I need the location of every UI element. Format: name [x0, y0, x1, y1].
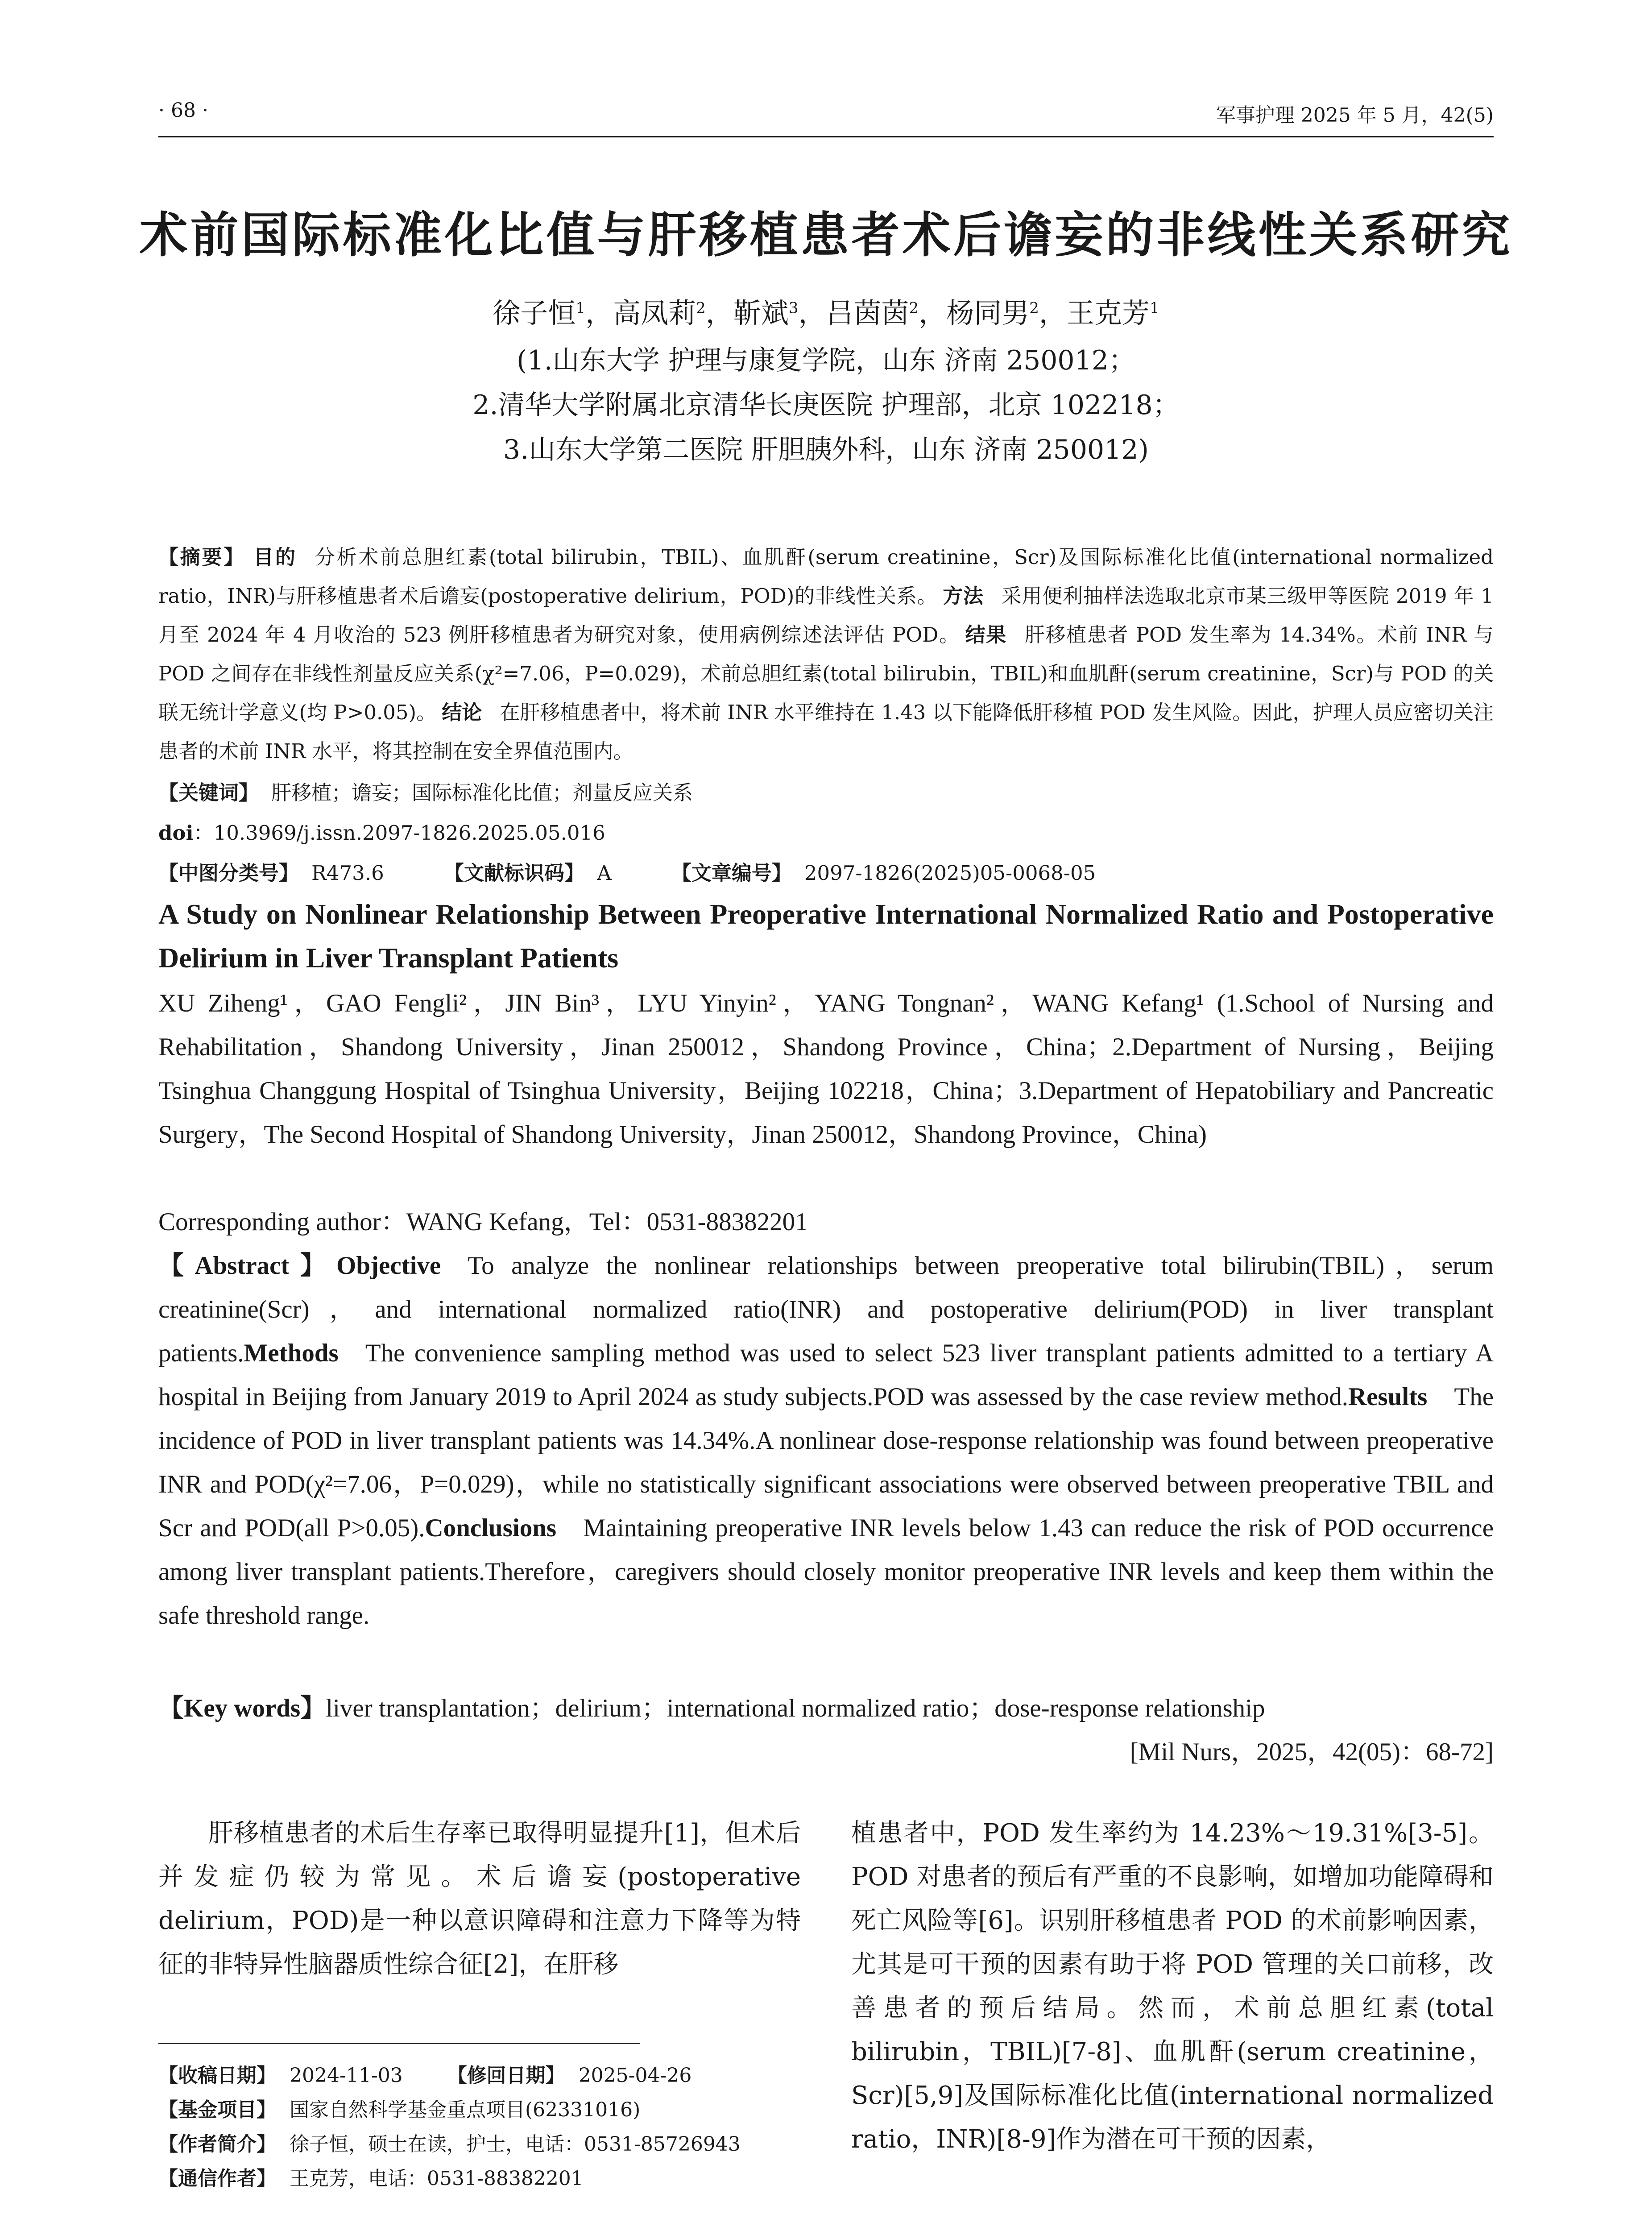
doi-label: doi: [158, 821, 194, 845]
footnote-dates: [158, 2059, 691, 2088]
corresponding-author: Corresponding author：WANG Kefang，Tel：0531-88382201: [158, 1208, 808, 1236]
author-affil-mark: 2: [1029, 299, 1039, 317]
author-affil-mark: 2: [696, 299, 706, 317]
classification-line: [158, 857, 1494, 886]
abstract-label: 【摘要】: [158, 545, 246, 569]
author: 高凤莉: [613, 297, 696, 329]
revised-date: 2025-04-26: [578, 2064, 692, 2087]
english-authors: XU Ziheng¹，GAO Fengli²，JIN Bin³，LYU Yinyin²，YANG Tongnan²，WANG Kefang¹ (1.School of Nursing and Rehabilitation，Shandong University，Jinan 250012，Shandong Province，China；2.Department of Nursing，Beijing Tsinghua Changgung Hospital of Tsinghua University，Beijing 102218，China；3.Department of Hepatobiliary and Pancreatic Surgery，The Second Hospital of Shandong University，Jinan 250012，Shandong Province，China): [158, 989, 1494, 1149]
article-number-label: 【文章编号】: [671, 861, 792, 885]
keywords-label: 【关键词】: [158, 781, 259, 804]
received-label: 【收稿日期】: [158, 2064, 276, 2087]
results-text: 肝移植患者 POD 发生率为 14.34%。术前 INR 与 POD 之间存在非线性剂量反应关系(χ²=7.06，P=0.029)，术前总胆红素(total bilirubin，TBIL)和血肌酐(serum creatinine，Scr)与 POD 的关联无统计学意义(均 P>0.05)。: [158, 623, 1494, 724]
author-affil-mark: 1: [1149, 299, 1159, 317]
author: 吕茵茵: [826, 297, 909, 329]
footnote-corresponding: [158, 2162, 584, 2191]
body-text-left: 肝移植患者的术后生存率已取得明显提升[1]，但术后并发症仍较为常见。术后谵妄(postoperative delirium，POD)是一种以意识障碍和注意力下降等为特征的非特异性脑器质性综合征[2]，在肝移: [158, 1819, 801, 1979]
journal-issue: 军事护理 2025 年 5 月，42(5): [1216, 104, 1494, 127]
article-title: 术前国际标准化比值与肝移植患者术后谵妄的非线性关系研究: [139, 207, 1513, 263]
corr-label: 【通信作者】: [158, 2167, 276, 2190]
revised-label: 【修回日期】: [447, 2064, 565, 2087]
doi-line: [158, 817, 1494, 846]
body-text-right: 植患者中，POD 发生率约为 14.23%～19.31%[3-5]。POD 对患者的预后有严重的不良影响，如增加功能障碍和死亡风险等[6]。识别肝移植患者 POD 的术前影响因素，尤其是可干预的因素有助于将 POD 管理的关口前移，改善患者的预后结局。然而，术前总胆红素(total bilirubin，TBIL)[7-8]、血肌酐(serum creatinine，Scr)[5,9]及国际标准化比值(international normalized ratio，INR)[8-9]作为潜在可干预的因素，: [851, 1819, 1494, 2154]
affiliation-3: 3.山东大学第二医院 肝胆胰外科，山东 济南 250012): [503, 434, 1149, 465]
keywords-en-value: liver transplantation；delirium；international normalized ratio；dose-response relationship: [326, 1694, 1265, 1722]
clc-label: 【中图分类号】: [158, 861, 299, 885]
methods-en-text: The convenience sampling method was used to select 523 liver transplant patients admitted to a tertiary A hospital in Beijing from January 2019 to April 2024 as study subjects.POD was assessed by the case review method.: [158, 1339, 1494, 1411]
received-date: 2024-11-03: [290, 2064, 403, 2087]
author: 王克芳: [1066, 297, 1150, 329]
fund-value: 国家自然科学基金重点项目(62331016): [290, 2098, 641, 2121]
keywords-value: 肝移植；谵妄；国际标准化比值；剂量反应关系: [271, 781, 693, 804]
conclusion-heading: 结论: [442, 701, 482, 724]
chinese-abstract: [158, 538, 1494, 771]
objective-text: 分析术前总胆红素(total bilirubin，TBIL)、血肌酐(serum creatinine，Scr)及国际标准化比值(international normalized ratio，INR)与肝移植患者术后谵妄(postoperative delirium，POD)的非线性关系。: [158, 545, 1494, 608]
author-affil-mark: 1: [576, 299, 586, 317]
doc-code-value: A: [597, 861, 612, 885]
english-title: A Study on Nonlinear Relationship Between Preoperative International Normalized Ratio and Postoperative Delirium in Liver Transplant Patients: [158, 898, 1494, 974]
methods-en-heading: Methods: [244, 1339, 339, 1367]
doi-value: ：10.3969/j.issn.2097-1826.2025.05.016: [193, 821, 605, 845]
bio-value: 徐子恒，硕士在读，护士，电话：0531-85726943: [290, 2133, 741, 2156]
author: 杨同男: [946, 297, 1030, 329]
objective-heading: 目的: [253, 545, 297, 569]
results-en-heading: Results: [1348, 1383, 1428, 1411]
fund-label: 【基金项目】: [158, 2098, 276, 2121]
results-en-text: The incidence of POD in liver transplant patients was 14.34%.A nonlinear dose-response relationship was found between preoperative INR and POD(χ²=7.06，P=0.029)，while no statistically significant associations were observed between preoperative TBIL and Scr and POD(all P>0.05).: [158, 1383, 1494, 1542]
footnote-fund: [158, 2094, 640, 2122]
methods-text: 采用便利抽样法选取北京市某三级甲等医院 2019 年 1 月至 2024 年 4 月收治的 523 例肝移植患者为研究对象，使用病例综述法评估 POD。: [158, 584, 1494, 647]
author-affil-mark: 2: [909, 299, 919, 317]
results-heading: 结果: [965, 623, 1007, 647]
abstract-en-label: 【Abstract】: [158, 1252, 336, 1280]
bio-label: 【作者简介】: [158, 2133, 276, 2156]
author-affil-mark: 3: [788, 299, 799, 317]
citation: [Mil Nurs，2025，42(05)：68-72]: [1130, 1738, 1494, 1766]
objective-en-heading: Objective: [336, 1252, 441, 1280]
affiliation-1: (1.山东大学 护理与康复学院，山东 济南 250012；: [517, 345, 1135, 376]
author: 靳斌: [733, 297, 789, 329]
doc-code-label: 【文献标识码】: [444, 861, 585, 885]
author-list: 徐子恒$^1$，高凤莉$^2$，靳斌$^3$，吕茵茵$^2$，杨同男$^2$，王克芳$^1$: [493, 297, 1159, 329]
author: 徐子恒: [493, 297, 576, 329]
objective-en-text: To analyze the nonlinear relationships between preoperative total bilirubin(TBIL)，serum creatinine(Scr)，and international normalized ratio(INR) and postoperative delirium(POD) in liver transplant patients.: [158, 1252, 1494, 1367]
running-header: [158, 99, 1494, 135]
conclusions-en-heading: Conclusions: [425, 1514, 557, 1542]
methods-heading: 方法: [943, 584, 984, 608]
conclusion-text: 在肝移植患者中，将术前 INR 水平维持在 1.43 以下能降低肝移植 POD 发生风险。因此，护理人员应密切关注患者的术前 INR 水平，将其控制在安全界值范围内。: [158, 701, 1494, 763]
header-rule: [158, 136, 1494, 137]
keywords-zh: [158, 776, 1494, 805]
conclusions-en-text: Maintaining preoperative INR levels below 1.43 can reduce the risk of POD occurrence among liver transplant patients.Therefore，caregivers should closely monitor preoperative INR levels and keep them within the safe threshold range.: [158, 1514, 1494, 1630]
keywords-en-label: 【Key words】: [158, 1694, 326, 1722]
corr-value: 王克芳，电话：0531-88382201: [290, 2167, 584, 2190]
article-number-value: 2097-1826(2025)05-0068-05: [804, 861, 1096, 885]
affiliation-2: 2.清华大学附属北京清华长庚医院 护理部，北京 102218；: [472, 390, 1180, 421]
footnote-rule: [158, 2043, 640, 2044]
keywords-en: [158, 1687, 1494, 1730]
footnote-author-bio: [158, 2128, 741, 2156]
clc-value: R473.6: [311, 861, 384, 885]
english-abstract: [158, 1244, 1494, 1638]
page-number: · 68 ·: [158, 99, 208, 122]
